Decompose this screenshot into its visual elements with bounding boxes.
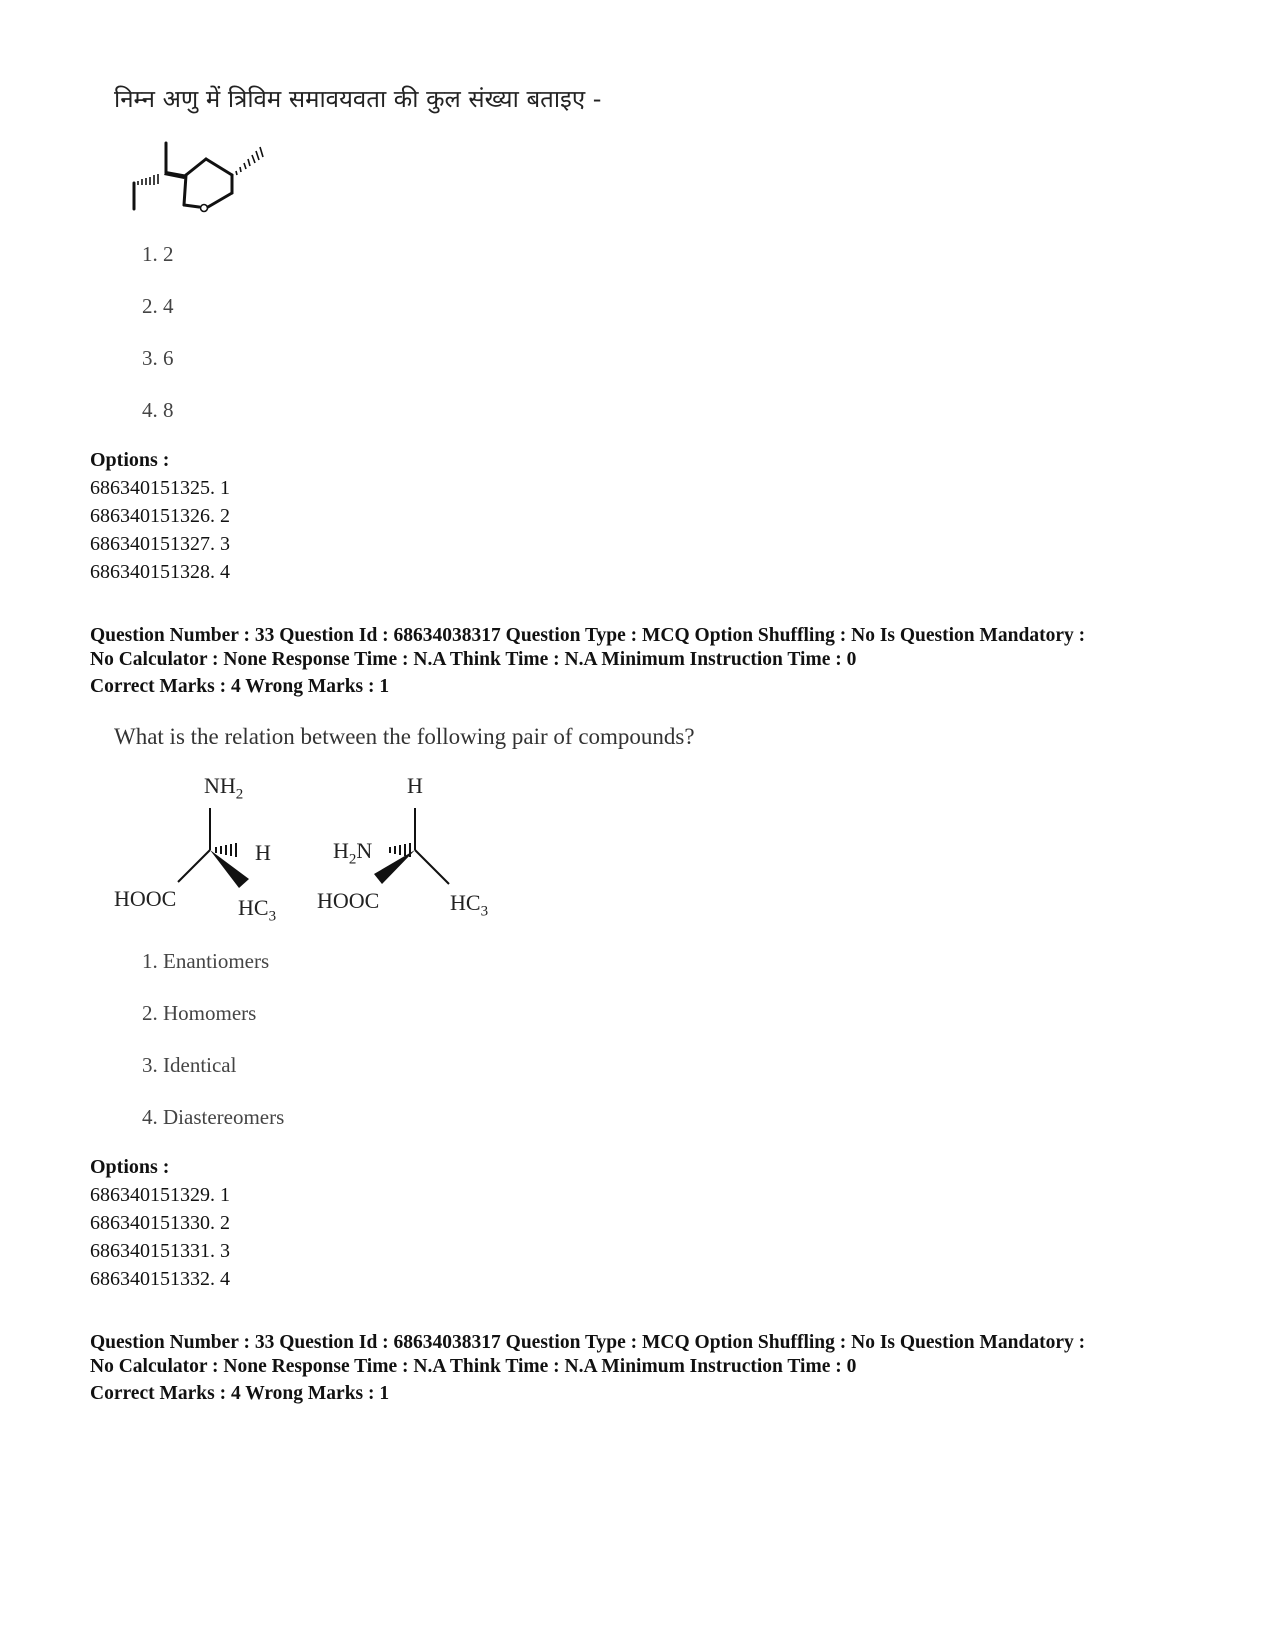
choice-2: 2. Homomers: [142, 1001, 257, 1025]
marks-line: Correct Marks : 4 Wrong Marks : 1: [90, 676, 390, 697]
molecule-label: $H_2N$: [333, 838, 373, 868]
choice-2: 2. 4: [142, 294, 174, 318]
molecule-bonds-left: [170, 800, 270, 895]
molecule-label: H: [255, 840, 271, 865]
choice-1: 1. 2: [142, 242, 174, 266]
molecule-label: $HC_3$: [238, 895, 277, 925]
molecule-label: HOOC: [317, 888, 380, 913]
choice-3: 3. 6: [142, 346, 174, 370]
choice-1: 1. Enantiomers: [142, 949, 270, 973]
question-text: What is the relation between the following pair of compounds?: [114, 724, 695, 749]
molecule-label: $HC_3$: [450, 890, 489, 920]
choice-3: 3. Identical: [142, 1053, 237, 1077]
option-line: 686340151326. 2: [90, 505, 230, 527]
question-meta-line: Question Number : 33 Question Id : 68634038317 Question Type : MCQ Option Shuffling : No Is Question Mandatory :: [90, 625, 1086, 646]
molecule-bonds-right: [370, 800, 460, 895]
choice-4: 4. 8: [142, 398, 174, 422]
molecule-label: HOOC: [114, 886, 177, 911]
question-text: निम्न अणु में त्रिविम समावयवता की कुल संख्या बताइए -: [114, 85, 602, 113]
molecule-label: H: [407, 773, 423, 798]
option-line: 686340151327. 3: [90, 533, 230, 555]
marks-line: Correct Marks : 4 Wrong Marks : 1: [90, 1383, 390, 1404]
option-line: 686340151329. 1: [90, 1184, 230, 1206]
option-line: 686340151330. 2: [90, 1212, 230, 1234]
question-meta-line: No Calculator : None Response Time : N.A Think Time : N.A Minimum Instruction Time : 0: [90, 649, 857, 670]
option-line: 686340151325. 1: [90, 477, 230, 499]
option-line: 686340151328. 4: [90, 561, 230, 583]
question-meta-line: No Calculator : None Response Time : N.A Think Time : N.A Minimum Instruction Time : 0: [90, 1356, 857, 1377]
options-heading: Options :: [90, 1156, 170, 1178]
choice-4: 4. Diastereomers: [142, 1105, 285, 1129]
options-heading: Options :: [90, 449, 170, 471]
question-meta-line: Question Number : 33 Question Id : 68634038317 Question Type : MCQ Option Shuffling : No Is Question Mandatory :: [90, 1332, 1086, 1353]
molecule-structure: [120, 135, 280, 225]
option-line: 686340151331. 3: [90, 1240, 230, 1262]
molecule-label: $NH_2$: [204, 773, 244, 803]
option-line: 686340151332. 4: [90, 1268, 230, 1290]
